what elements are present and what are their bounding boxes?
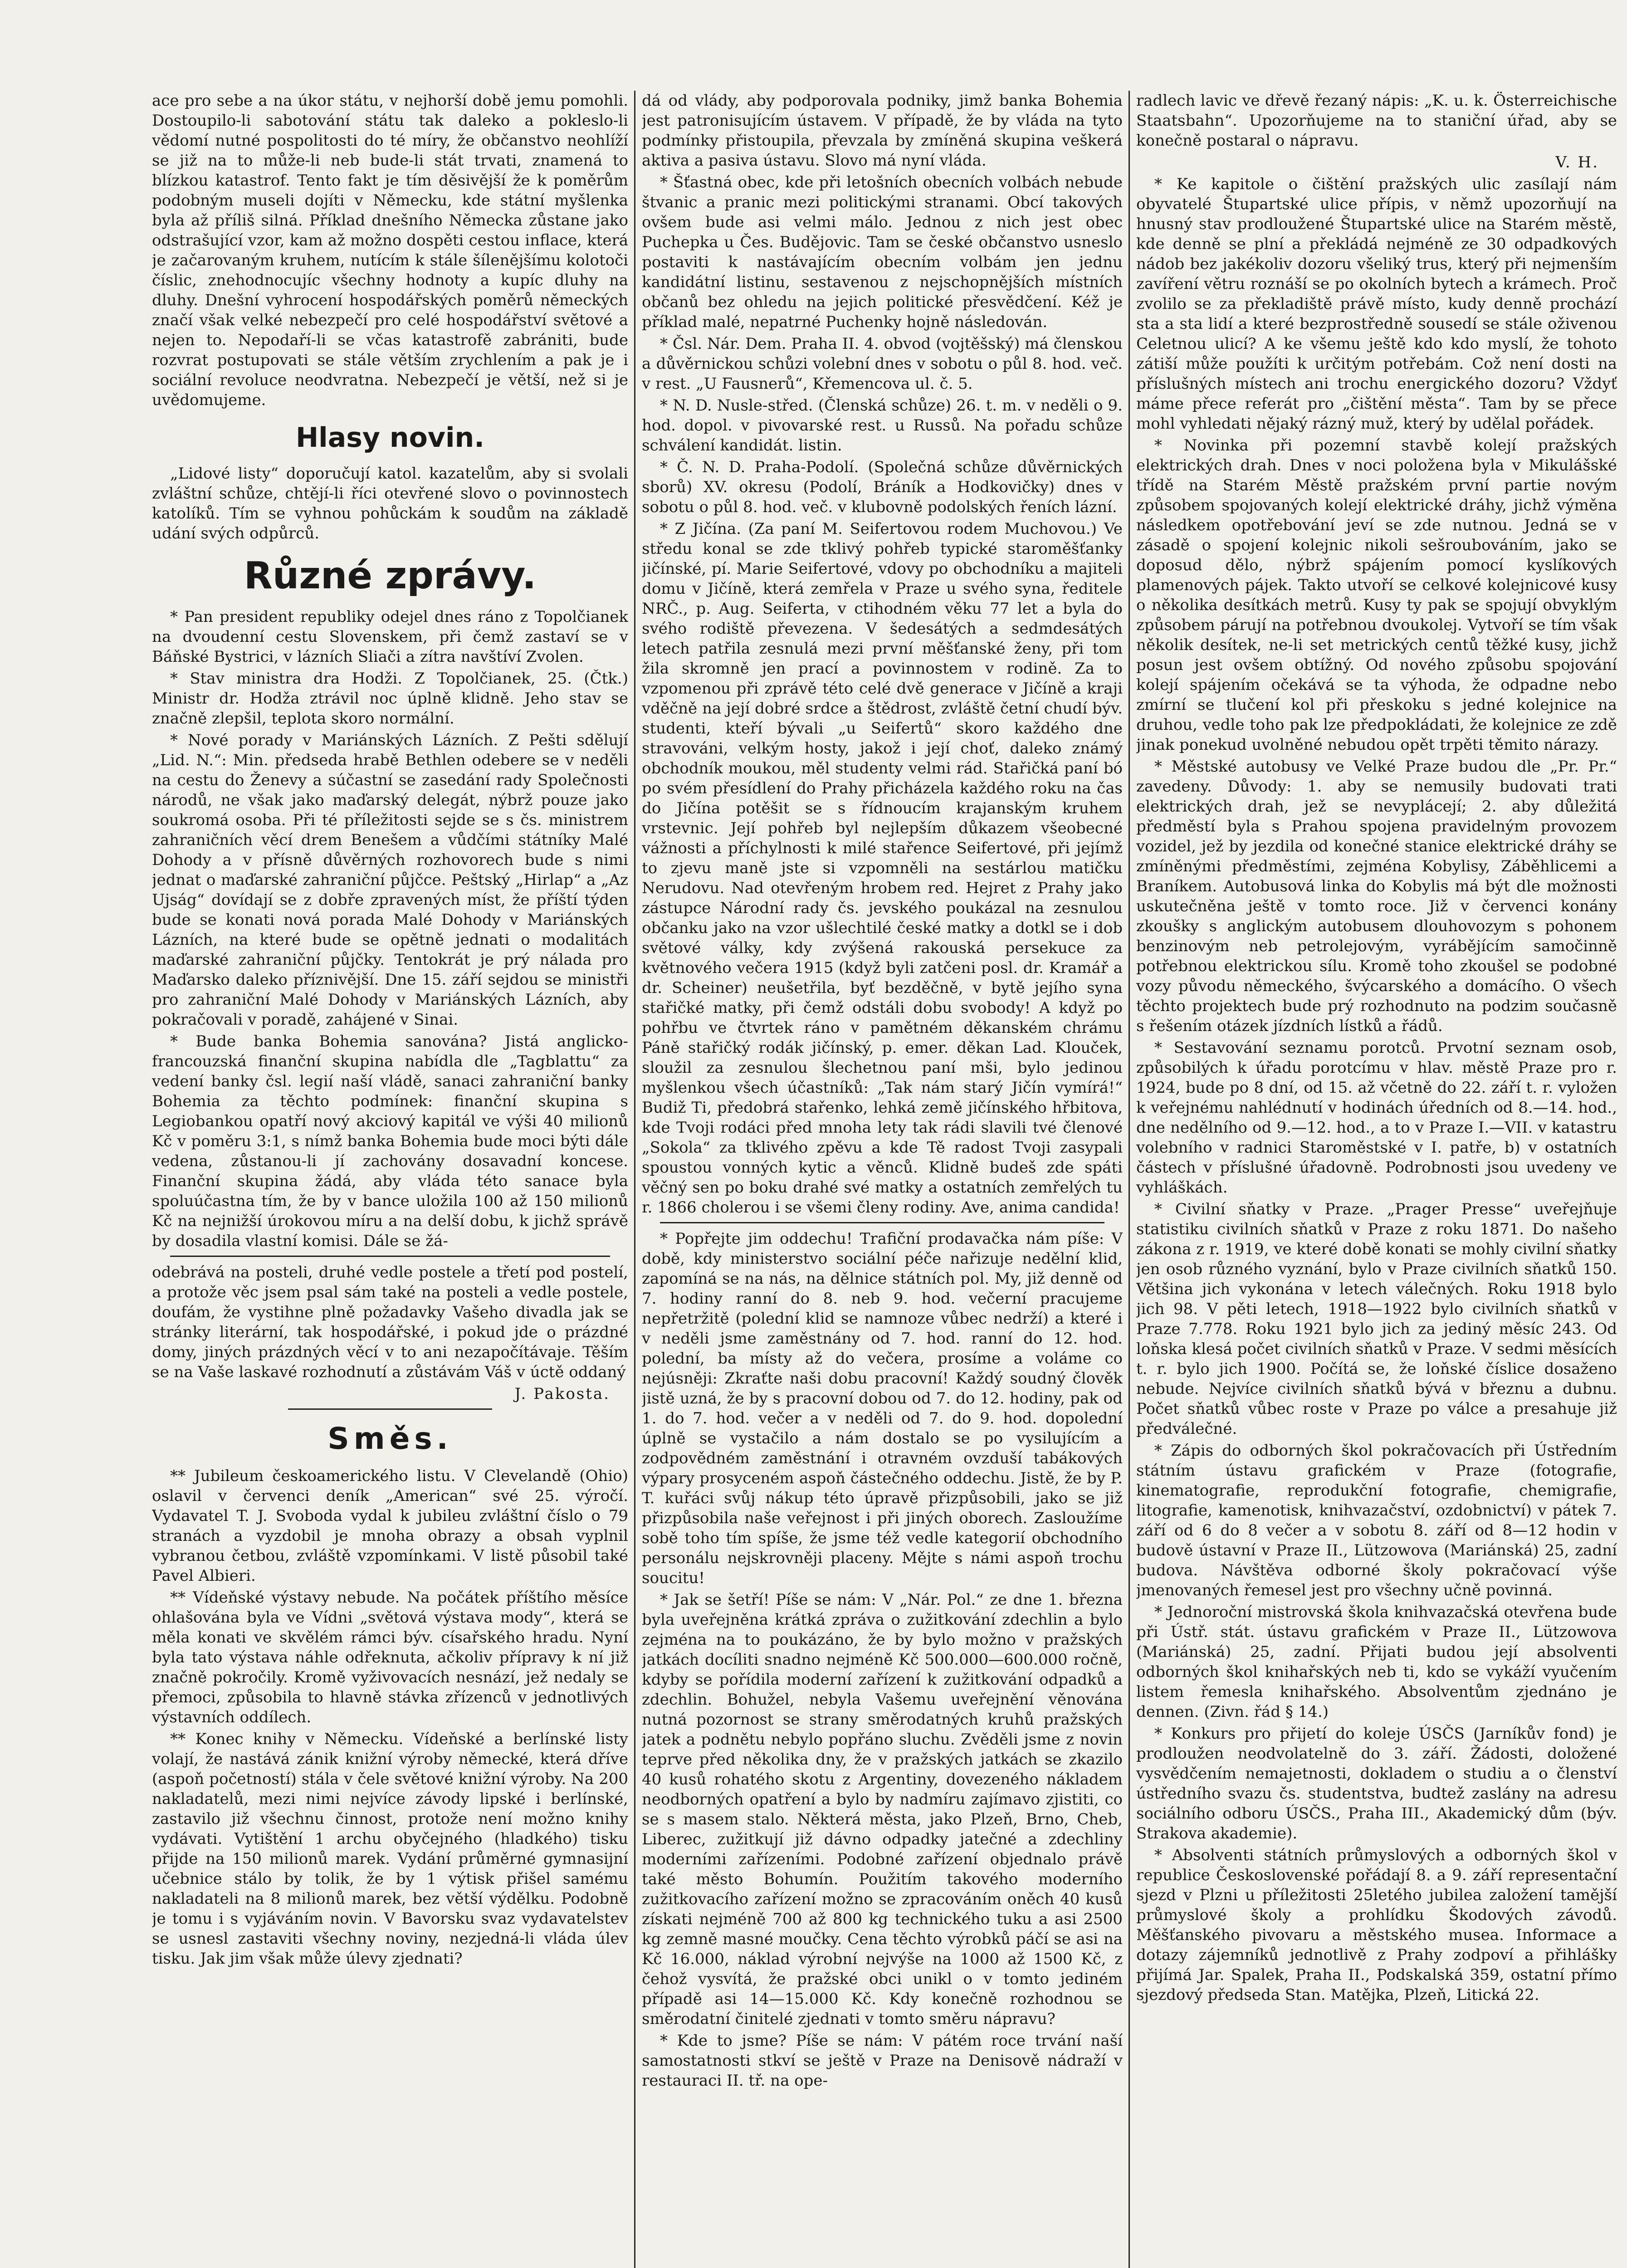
- article-paragraph: ** Vídeňské výstavy nebude. Na počátek příštího měsíce ohlašována byla ve Vídni „světová výstava mody“, která se měla konati ve skvělém rámci býv. císařského hradu. Nyní byla tato výstava náhle odřeknuta, ačkoliv přípravy k ní již značně pokročily. Kromě vyživovacích nesnází, jež nedaly se přemoci, způsobila to hlavně stávka zřízenců v jednotlivých výstavních oddílech.: [152, 1589, 628, 1726]
- article-paragraph: * Zápis do odborných škol pokračovacích při Ústředním státním ústavu grafickém v Praze (fotografie, kinematografie, reprodukční fotografie, chemigrafie, litografie, kamenotisk, knihvazačství, ozdobnictví) v pátek 7. září od 6 do 8 večer a v sobotu 8. září od 8—12 hodin v budově ústavní v Praze II., Lützowova (Mariánská) 25, zadní budova. Návštěva odborné školy pokračovací výše jmenovaných řemesel jest pro všechny učně povinná.: [1136, 1442, 1617, 1599]
- article-paragraph: * Civilní sňatky v Praze. „Prager Presse“ uveřejňuje statistiku civilních sňatků v Praze z roku 1871. Do našeho zákona z r. 1919, ve které době konati se mohly civilní sňatky jen osob různého vyznání, bylo v Praze civilních sňatků 150. Většina jich vykonána v letech válečných. Roku 1918 bylo jich 98. V pěti letech, 1918—1922 bylo civilních sňatků v Praze 7.778. Roku 1921 bylo jich za jediný měsíc 243. Od loňska klesá počet civilních sňatků v Praze. V sedmi měsících t. r. bylo jich 1900. Počítá se, že loňské číslice dosaženo nebude. Nejvíce civilních sňatků bývá v březnu a dubnu. Počet sňatků vůbec roste v Praze po válce a presahuje již předválečné.: [1136, 1200, 1617, 1438]
- divider: [170, 1256, 610, 1257]
- article-paragraph: * Čsl. Nár. Dem. Praha II. 4. obvod (vojtěšský) má členskou a důvěrnickou schůzi volební dnes v sobotu o půl 8. hod. več. v rest. „U Fausnerů“, Křemencova ul. č. 5.: [642, 335, 1123, 393]
- article-paragraph: * Jednoroční mistrovská škola knihvazačská otevřena bude při Ústř. stát. ústavu grafickém v Praze II., Lützowova (Mariánská) 25, zadní. Přijati budou její absolventi odborných škol knihařských neb ti, kdo se vykáží vyučením listem řemesla knihařského. Absolventům zjednáno je dennen. (Zivn. řád § 14.): [1136, 1603, 1617, 1721]
- article-paragraph: * Konkurs pro přijetí do koleje ÚSČS (Jarníkův fond) je prodloužen neodvolatelně do 3. září. Žádosti, doložené vysvědčením nemajetnosti, dokladem o studiu a o členství ústředního svazu čs. studentstva, budtež zaslány na adresu sociálního odboru ÚSČS., Praha III., Akademický dům (býv. Strakova akademie).: [1136, 1725, 1617, 1843]
- article-paragraph: ace pro sebe a na úkor státu, v nejhorší době jemu pomohli. Dostoupilo-li sabotování státu tak daleko a pokleslo-li vědomí nutné pospolitosti do té míry, že občanstvo neohlíží se již na to může-li neb bude-li stát trvati, znamená to blízkou katastrof. Tento fakt je tím děsivější že k poměrům podobným museli dojíti v Německu, kde státní myšlenka byla až příliš silná. Příklad dnešního Německa zůstane jako odstrašující vzor, kam až možno dospěti cestou inflace, která je začarovaným kruhem, nutícím k stále šílenějšímu kolotoči číslic, znehodnocujíc všechny hodnoty a kupíc dluhy na dluhy. Dnešní vyhrocení hospodářských poměrů německých značí však velké nebezpečí pro celé hospodářství světové a nejen to. Nepodaří-li se včas katastrofě zabrániti, bude rozvrat postupovati se stále větším zrychlením a pak je i sociální revoluce neodvratna. Nebezpečí je větší, než si je uvědomujeme.: [152, 92, 628, 409]
- article-paragraph: * Šťastná obec, kde při letošních obecních volbách nebude štvanic a pranic mezi politickými stranami. Obcí takových ovšem bude asi velmi málo. Jednou z nich jest obec Puchерka u Čes. Budějovic. Tam se české občanstvo usneslo postaviti k nastávajícím obecním volbám jen jednu kandidátní listinu, sestavenou z nejschopnějších místních občanů bez ohledu na jejich politické přesvědčení. Kéž je příklad malé, nepatrné Puchenky hojně následován.: [642, 173, 1123, 331]
- article-paragraph: * Stav ministra dra Hodži. Z Topolčianek, 25. (Čtk.) Ministr dr. Hodža ztrávil noc úplně klidně. Jeho stav se značně zlepšil, teplota skoro normální.: [152, 670, 628, 728]
- article-paragraph: * Bude banka Bohemia sanována? Jistá anglicko-francouzská finanční skupina nabídla dle „Tagblattu“ za vedení banky čsl. legií naší vládě, sanaci zahraniční banky Bohemia za těchto podmínek: finanční skupina s Legiobankou opatří nový akciový kapitál ve výši 40 milionů Kč v poměru 3:1, s nímž banka Bohemia bude moci býti dále vedena, zůstanou-li jí zachovány dosavadní koncese. Finanční skupina žádá, aby vláda této sanace byla spoluúčastna tím, že by v bance uložila 100 až 150 milionů Kč na nejnižší úrokovou míru a na delší dobu, k jichž správě by dosadila vlastní komisi. Dále se žá-: [152, 1032, 628, 1250]
- section-heading: Hlasy novin.: [295, 422, 485, 454]
- column-rule: [1129, 91, 1130, 2268]
- article-paragraph: odebrává na posteli, druhé vedle postele a třetí pod postelí, a protože věc jsem psal sám také na posteli a vedle postele, doufám, že vystihne plně požadavky Vašeho divadla jak se stránky literární, tak hospodářské, i pokud jde o prázdné domy, jiných prázdných věcí v to ani nezapočítávaje. Těším se na Vaše laskavé rozhodnutí a zůstávám Váš v úctě oddaný: [152, 1263, 628, 1381]
- section-heading: Různé zprávy.: [244, 554, 537, 597]
- article-paragraph: dá od vlády, aby podporovala podniky, jimž banka Bohemia jest patronisujícím ústavem. V případě, že by vláda na tyto podmínky přistoupila, převzala by zmíněná skupina veškerá aktiva a pasiva ústavu. Slovo má nyní vláda.: [642, 92, 1123, 170]
- article-paragraph: * Kde to jsme? Píše se nám: V pátém roce trvání naší samostatnosti stkví se ještě v Praze na Denisově nádraží v restauraci II. tř. na ope-: [642, 2032, 1123, 2090]
- article-paragraph: * N. D. Nusle-střed. (Členská schůze) 26. t. m. v neděli o 9. hod. dopol. v pivovarské rest. u Russů. Na pořadu schůze schválení kandidát. listin.: [642, 396, 1123, 455]
- article-paragraph: * Absolventi státních průmyslových a odborných škol v republice Československé pořádají 8. a 9. září representační sjezd v Plzni u příležitosti 25letého jubilea založení tamější průmyslové školy a prohlídku Škodových závodů. Měšťanského pivovaru a městského musea. Informace a dotazy zájemníků jednotlivě z Prahy zodpoví a přihlášky přijímá Jar. Spalek, Praha II., Podskalská 359, ostatní přímo sjezdový předseda Stan. Matějka, Plzeň, Litická 22.: [1136, 1846, 1617, 2004]
- article-paragraph: * Z Jičína. (Za paní M. Seifertovou rodem Muchovou.) Ve středu konal se zde tklivý pohřeb typické staroměšťanky jičínské, pí. Marie Seifertové, vdovy po obchodníku a majiteli domu v Jičíně, která zemřela v Praze u svého syna, ředitele NRČ., p. Aug. Seiferta, v ctihodném věku 77 let a byla do svého rodiště převezena. V šedesátých a sedmdesátých letech patřila zesnulá mezi první měšťanské ženy, při tom žila skromně jen prací a povinnostem v rodině. Za to vzpomenou při zprávě této celé dvě generace v Jičíně a kraji vděčně na její dobré srdce a štědrost, zvláště četní chudí býv. studenti, kteří bývali „u Seifertů“ skoro každého dne stravováni, velkým hosty, jakož i její choť, daleko známý obchodník moukou, měl studenty velmi rád. Stařičká paní bó po svém přesídlení do Prahy přicházela každého roku na čas do Jičína potěšit se s řídnoucím krajanským kruhem vrstevnic. Její pohřeb byl nejlepším důkazem všeobecné vážnosti a příchylnosti k milé stařence Seifertové, při jejímž to zjevu maně jste si vzpomněli na sestárlou matičku Nerudovu. Nad otevřeným hrobem red. Hejret z Prahy jako zástupce Národní rady čs. jevského poukázal na zesnulou občanku jako na vzor ušlechtilé české matky a dotkl se i dob světové války, kdy zvýšená rakouská persekuce za květnového večera 1915 (když byli zatčeni posl. dr. Kramář a dr. Scheiner) neušetřila, byť bezděčně, v bytě jejího syna stařičké matky, při čemž odstáli dobu svobody! A když po pohřbu ve čtvrtek ráno v pamětném děkanském chrámu Páně stařičký rodák jičínský, p. emer. děkan Lad. Klouček, sloužil za zesnulou šlechetnou paní mši, bylo jedinou myšlenkou všech účastníků: „Tak nám starý Jičín vymírá!“ Budiž Ti, předobrá stařenko, lehká země jičínského hřbitova, kde Tvoji rodáci před mnoha lety tak rádi slavili tvé členové „Sokola“ za tklivého zpěvu a kde Tě radost Tvoji zasypali spoustou vonných kytic a věnců. Klidně budeš zde spáti věčný sen po boku drahé své matky a ostatních zemřelých tu r. 1866 cholerou i se všemi členy rodiny. Ave, anima candida!: [642, 520, 1123, 1217]
- article-paragraph: „Lidové listy“ doporučují katol. kazatelům, aby si svolali zvláštní schůze, chtějí-li říci otevřené slovo o povinnostech katolíků. Tím se vyhnou pohůckám k soudům na základě udání svých odpůrců.: [152, 464, 628, 543]
- signature: J. Pakosta.: [514, 1385, 610, 1403]
- article-paragraph: * Jak se šetří! Píše se nám: V „Nár. Pol.“ ze dne 1. března byla uveřejněna krátká zpráva o zužitkování zdechlin a bylo zejména na to poukázáno, že by bylo možno v pražských jatkách docíliti snadno nejméně Kč 500.000—600.000 ročně, kdyby se pořídila moderní zařízení k zužitkování odpadků a zdechlin. Bohužel, nebyla Vašemu uveřejnění věnována nutná pozornost se strany směrodatných kruhů pražských jatek a podnětu nebylo popřáno sluchu. Zvěděli jsme z novin teprve před několika dny, že v pražských jatkách se zkazilo 40 kusů rohatého skotu z Argentiny, dovezeného nákladem neodborných opatření a bylo by nadmíru zajímavo zjistiti, co se s masem stalo. Některá města, jako Plzeň, Brno, Cheb, Liberec, zužitkují již dávno odpadky jatečné a zdechliny moderními zařízeními. Podobné zařízení objednalo právě také město Bohumín. Použitím takového moderního zužitkovacího zařízení možno se zpracováním oněch 40 kusů získati nejméně 700 až 800 kg technického tuku a asi 2500 kg zemně masné moučky. Cena těchto výrobků páčí se asi na Kč 16.000, náklad výrobní nejvýše na 1000 až 1500 Kč, z čehož vysvítá, že pražské obci unikl o v tomto jediném případě asi 14—15.000 Kč. Kdy konečně rozhodnou se směrodatní činitelé zjednati v tomto směru nápravu?: [642, 1591, 1123, 2028]
- divider: [660, 1222, 1104, 1223]
- column-rule: [634, 91, 635, 2268]
- article-paragraph: ** Jubileum českoamerického listu. V Clevelandě (Ohio) oslavil v červenci deník „American“ své 25. výročí. Vydavatel T. J. Svoboda vydal k jubileu zvláštní číslo o 79 stranách a vyzdobil je mnoha obrazy a obsah vyplnil vybranou četbou, zvláště vzpomínkami. V listě působil také Pavel Albieri.: [152, 1467, 628, 1585]
- article-paragraph: * Sestavování seznamu porotců. Prvotní seznam osob, způsobilých k úřadu porotcímu v hlav. městě Praze pro r. 1924, bude po 8 dní, od 15. až včetně do 22. září t. r. vyložen k veřejnému nahlédnutí v hodinách úředních od 8.—14. hod., dne nedělního od 9.—12. hod., a to v Praze I.—VII. v katastru volebního v radnici Staroměstské v I. patře, b) v ostatních částech v příslušné úřadovně. Podrobnosti jsou uvedeny ve vyhláškách.: [1136, 1039, 1617, 1197]
- article-paragraph: * Č. N. D. Praha-Podolí. (Společná schůze důvěrnických sborů) XV. okresu (Podolí, Bráník a Hodkovičky) dnes v sobotu o půl 8. hod. več. v klubovně podolských řeních lázní.: [642, 458, 1123, 516]
- column-1: [152, 91, 628, 2268]
- section-heading: Směs.: [327, 1421, 453, 1456]
- article-paragraph: * Nové porady v Mariánských Lázních. Z Pešti sdělují „Lid. N.“: Min. předseda hrabě Bethlen odebere se v neděli na cestu do Ženevy a súčastní se zasedání rady Společnosti národů, ne však jako maďarský delegát, nýbrž pouze jako soukromá osoba. Při té příležitosti sejde se s čs. ministrem zahraničních věcí drem Benešem a vůdčími státníky Malé Dohody a v přísně důvěrných rozhovorech bude s nimi jednat o maďarské zahraniční půjčce. Peštský „Hirlap“ a „Az Ujság“ dovídají se z dobře zpravených míst, že příští týden bude se konati nová porada Malé Dohody v Mariánských Lázních, na které bude se opětně jednati o modalitách maďarské zahraniční půjčky. Tentokrát je prý náladа pro Maďarsko daleko příznivější. Dne 15. září sejdou se ministři pro zahraniční Malé Dohody v Mariánských Lázních, aby pokračovali v poradě, zahájené v Sinai.: [152, 731, 628, 1029]
- column-3: [1136, 91, 1617, 2268]
- signature: V. H.: [1555, 153, 1599, 171]
- article-paragraph: radlech lavic ve dřevě řezaný nápis: „K. u. k. Österreichische Staatsbahn“. Upozorňujeme na to staniční úřad, aby se konečně postaral o nápravu.: [1136, 92, 1617, 150]
- article-paragraph: * Pan president republiky odejel dnes ráno z Topolčianek na dvoudenní cestu Slovenskem, při čemž zastaví se v Báňské Bystrici, v lázních Sliači a zítra navštíví Zvolen.: [152, 608, 628, 666]
- divider: [288, 1408, 492, 1410]
- article-paragraph: * Městské autobusy ve Velké Praze budou dle „Pr. Pr.“ zavedeny. Důvody: 1. aby se nemusily budovati trati elektrických drah, jež se nevyplácejí; 2. aby důležitá předměstí byla s Prahou spojena pravidelným provozem vozidel, jež by jezdila od konečné stanice elektrické dráhy se zmíněnými předměstími, zejména Kobylisy, Záběhlicemi a Braníkem. Autobusová linka do Kobylis má být dle možnosti uskutečněna ještě v tomto roce. Již v červenci konány zkoušky s anglickým autobusem dlouhovozym s pohonem benzinovým neb petrolejovým, vyrábějícím samočinně potřebnou elektrickou sílu. Kromě toho zkoušel se podobné vozy původu německého, švýcarského a domácího. O všech těchto projektech bude prý rozhodnuto na podzim současně s řešením otázek jízdních lístků a řádů.: [1136, 758, 1617, 1035]
- article-paragraph: * Novinka při pozemní stavbě kolejí pražských elektrických drah. Dnes v noci položena byla v Mikulášské třídě na Starém Městě pražském první partie novým způsobem spojovaných kolejí elektrické dráhy, jichž výměna následkem opotřebování jeví se zde nutnou. Jedná se v zásadě o spojení kolejnic nikoli sešroubováním, jako se doposud dělo, nýbrž spájením pomocí kyslíkových plamenových pájek. Takto utvoří se celkové kolejnicové kusy o několika desítkách metrů. Kusy ty pak se spojují obvyklým způsobem párují na potřebnou dvoukolej. Vytvoří se tím však několik desítek, ne-li set metrických centů těžké kusy, jichž posun jest ovšem obtížný. Od nového způsobu spojování kolejí spájením očekává se ta výhoda, že odpadne nebo zmírní se tlučení kol při přeskoku s jedné kolejnice na druhou, vedle toho pak lze předpokládati, že kolejnice ze zdě jinak ponekud uvolněné nebudou opět trpěti těmito nárazy.: [1136, 436, 1617, 754]
- article-paragraph: * Popřejte jim oddechu! Trafiční prodavačka nám píše: V době, kdy ministerstvo sociální péče nařizuje nedělní klid, zapomíná se na nás, na dělnice státních pol. My, již denně od 7. hodiny ranní do 8. neb 9. hod. večerní pracujeme nepřetržitě (polední klid se namnoze vůbec nedrží) a které i v neděli jsme zaměstnány od 7. hod. ranní do 12. hod. polední, ba místy až do večera, prosíme a voláme co nejúsněji: Zkraťte naši dobu pracovní! Každý soudný člověk jistě uzná, že by s pracovní dobou od 7. do 12. hodiny, pak od 1. do 7. hod. večer a v neděli od 7. do 9. hod. dopolední úplně se vystačilo a nám dostalo se po vysilujícím a zodpovědném zaměstnání i otravném ovzduší tabákových výpary prosyceném aspoň částečného oddechu. Jistě, že by P. T. kuřáci svůj nákup této úpravě přizpůsobili, jako se již přizpůsobila naše veřejnost i při jiných oborech. Zasloužíme sobě toho tím spíše, že jsme též vedle kategorií obchodního personálu nejskrovněji placeny. Mějte s námi aspoň trochu soucitu!: [642, 1230, 1123, 1587]
- article-paragraph: ** Konec knihy v Německu. Vídeňské a berlínské listy volají, že nastává zánik knižní výroby německé, která dříve (aspoň početností) stála v čele světové knižní výroby. Na 200 nakladatelů, mezi nimi nejvíce závody lipské i berlínské, zastavilo již všechnu činnost, protože není možno knihy vydávati. Vytištění 1 archu obyčejného (hladkého) tisku přijde na 150 milionů marek. Vydání průměrné gymnasijní učebnice stálo by tolik, že by 1 výtisk přišel samému nakladateli na 8 milionů marek, bez větší výdělku. Podobně je tomu i s vyjáváním novin. V Bavorsku svaz vydavatelstev se usnesl zastaviti všechny noviny, nezjedná-li vláda úlev tisku. Jak jim však může úlevy zjednati?: [152, 1730, 628, 1968]
- article-paragraph: * Ke kapitole o čištění pražských ulic zasílají nám obyvatelé Štupartské ulice přípis, v němž upozorňují na hnusný stav prodloužené Štupartské ulice na Starém městě, kde denně se plní a překládá nejméně ze 30 odpadkových nádob bez jakékoliv dozoru všeliký trus, který při nejmenším zavíření větru roznáší se po okolních bytech a krámech. Proč zvolilo se za překladiště právě místo, kudy denně prochází sta a sta lidí a které bezprostředně sousedí se stále oživenou Celetnou ulicí? A ke všemu ještě kdo kdo myslí, že tohoto zátiší může použíti k určitým potřebám. Což není dosti na příslušných místech ani trochu energického dozoru? Vždyť máme přece referát pro „čištění města“. Tam by se přece mohl vyhledati nějaký rázný muž, který by udělal pořádek.: [1136, 175, 1617, 433]
- column-2: [642, 91, 1123, 2268]
